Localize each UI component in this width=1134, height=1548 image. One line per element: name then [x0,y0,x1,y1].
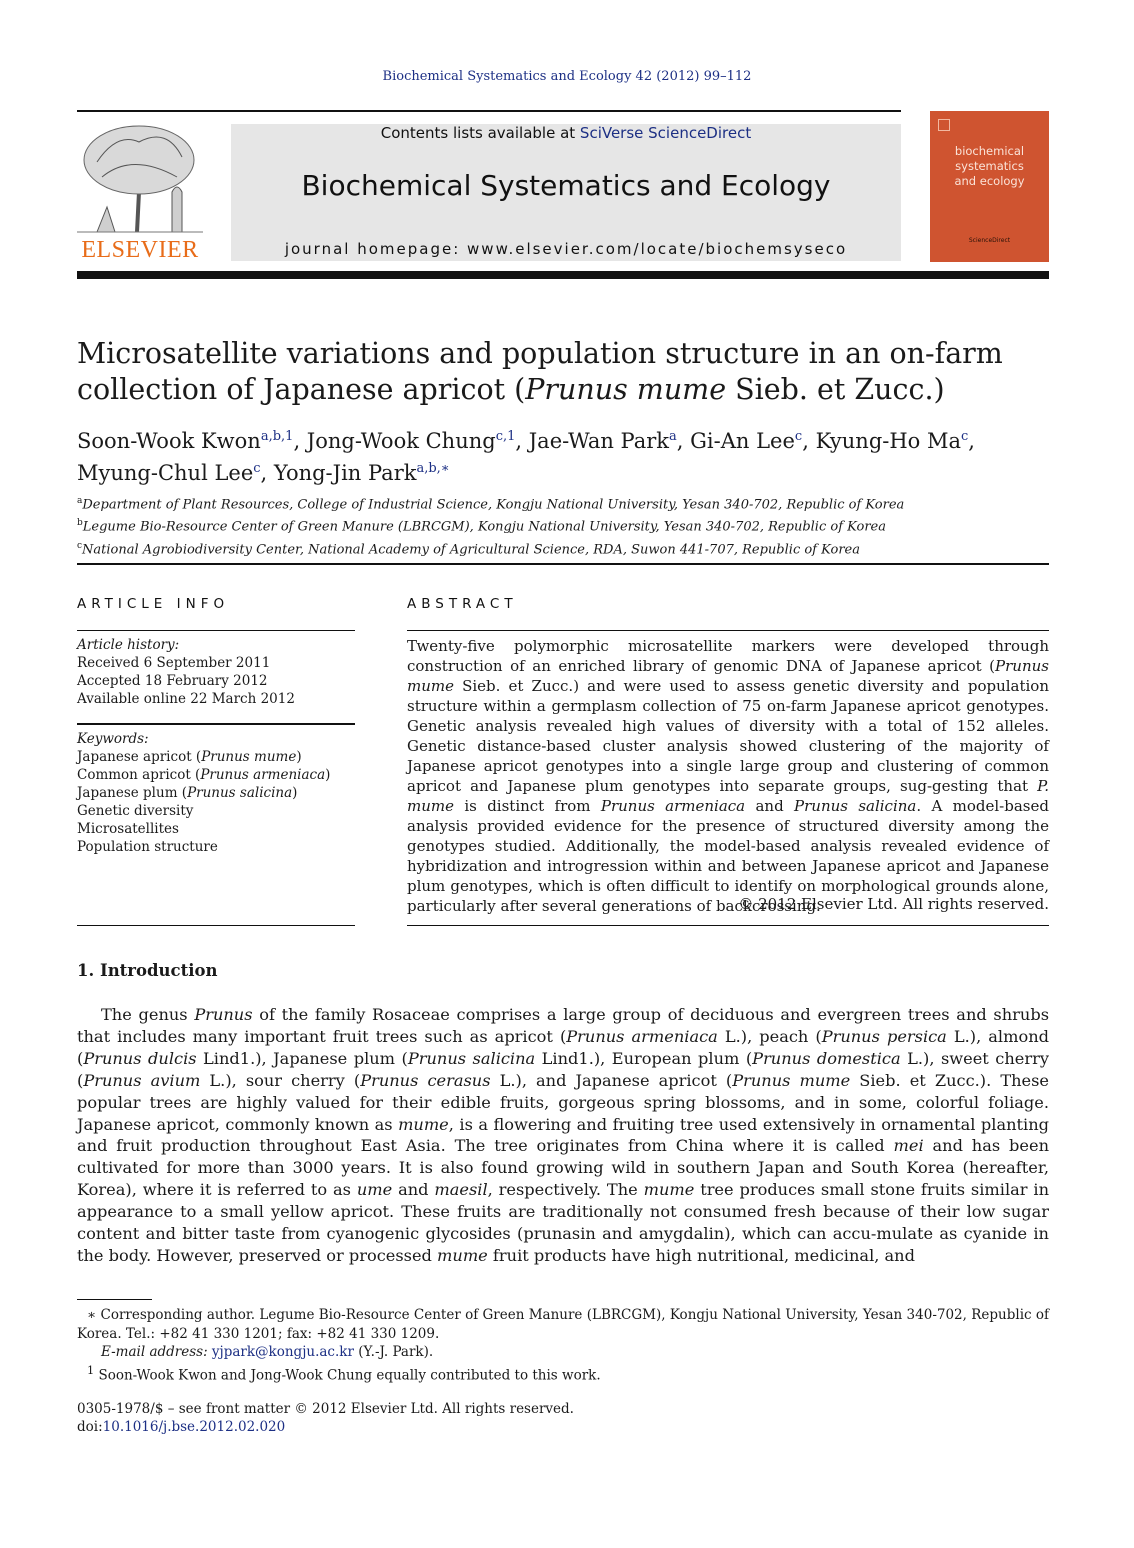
keyword-text: ) [296,749,302,765]
intro-term: mume [398,1114,449,1134]
publisher-wordmark: ELSEVIER [81,237,199,263]
title-text: collection of Japanese apricot ( [77,373,526,406]
cover-title-line: biochemical [954,144,1025,158]
intro-text: Lind1.), European plum ( [535,1048,753,1068]
cover-badge-icon [938,119,950,131]
keyword-text: Japanese apricot ( [77,749,202,765]
abstract-species: Prunus salicina [794,797,917,815]
affiliation-text: National Agrobiodiversity Center, National Academy of Agricultural Science, RDA, Suwon 441-707, Republic of Korea [82,541,860,557]
intro-text: Sieb. et Zucc.). These popular trees are highly valued for their edible fruits, gorgeous spring blossoms, and in some, colorful foliage. Japanese apricot, commonly known as [77,1070,1050,1134]
affiliation-text: Legume Bio-Resource Center of Green Manure (LBRCGM), Kongju National University, Yesan 340-702, Republic of Korea [82,519,886,535]
title-line-1: Microsatellite variations and population structure in an on-farm [77,337,1003,370]
keyword: Genetic diversity [77,803,194,819]
contents-prefix: Contents lists available at [380,124,580,142]
intro-term: Prunus dulcis [83,1048,197,1068]
affiliation [77,537,1049,559]
abstract-text: Twenty-five polymorphic microsatellite markers were developed through construction of an enriched library of genomic DNA of Japanese apricot ( [407,637,1049,675]
header-thick-rule [77,271,1049,279]
author-affil-link[interactable]: c [253,461,261,476]
intro-term: Prunus armeniaca [566,1026,718,1046]
keyword-list [77,730,355,856]
doi-line [77,1418,677,1436]
accepted-date: Accepted 18 February 2012 [77,673,268,689]
intro-text: of the family Rosaceae comprises a large group of deciduous and evergreen trees and shrubs that includes many important fruit trees such as apricot ( [77,1005,1049,1046]
footnote-text: Soon-Wook Kwon and Jong-Wook Chung equally contributed to this work. [94,1367,601,1383]
abstract-text: . A model-based analysis provided evidence for the presence of structured diversity among the genotypes studied. Additionally, the model-based analysis revealed evidence of hybridization and introgression within and between Japanese apricot and Japanese plum genotypes, which is often difficult to identify on morphological grounds alone, particularly after several generations of backcrossing. [407,797,1049,915]
email-label: E-mail address: [101,1344,212,1360]
author-name: Myung-Chul Lee [77,461,254,485]
keyword: Population structure [77,839,218,855]
intro-text: L.), sour cherry ( [200,1070,361,1090]
introduction-heading: 1. Introduction [77,961,218,980]
footnote-mark: 1 [87,1363,95,1377]
affiliation-mark: a [77,496,83,506]
contents-line [231,124,901,142]
keyword-text: ) [292,785,298,801]
author-name: Soon-Wook Kwon [77,429,261,453]
keyword-text: Japanese plum ( [77,785,188,801]
intro-text: Lind1.), Japanese plum ( [196,1048,408,1068]
cover-title-line: and ecology [954,174,1025,188]
abstract-body [407,636,1049,916]
article-history [77,636,355,708]
author-line-1: Soon-Wook Kwon$^{a,b,1}$, Jong-Wook Chung$^{c,1}$, Jae-Wan Park$^a$, Gi-An Lee$^c$, Kyung-Ho Ma$^c$, [77,429,975,453]
intro-text: and has been cultivated for more than 3000 years. It is also found growing wild in southern Japan and South Korea (hereafter, Korea), where it is referred to as [77,1136,1049,1200]
title-species: Prunus mume [525,373,727,406]
intro-text: and [392,1180,435,1200]
intro-term: Prunus cerasus [360,1070,491,1090]
corresponding-author-note [77,1306,1049,1343]
online-date: Available online 22 March 2012 [77,691,295,707]
author-affil-link[interactable]: c [961,429,969,444]
intro-text: , is a flowering and fruiting tree used extensively in ornamental planting and fruit production throughout East Asia. The tree originates from China where it is called [77,1114,1049,1156]
elsevier-logo[interactable] [77,122,203,264]
introduction-body [77,1004,1049,1267]
journal-citation[interactable]: Biochemical Systematics and Ecology 42 (2012) 99–112 [382,69,752,84]
intro-text: tree produces small stone fruits similar in appearance to a small yellow apricot. These fruits are traditionally not consumed fresh because of their low sugar content and bitter taste from cyanogenic glycosides (prunasin and amygdalin), which can accu-mulate as cyanide in the body. However, preserved or processed [77,1180,1049,1265]
intro-term: mume [437,1245,488,1265]
affiliation [77,492,1049,514]
abstract-copyright: © 2012 Elsevier Ltd. All rights reserved. [738,895,1049,913]
author-name: Jong-Wook Chung [306,429,496,453]
email-link[interactable]: yjpark@kongju.ac.kr [211,1344,354,1360]
title-line-2 [77,372,1049,408]
cover-footer: ScienceDirect [968,237,1011,244]
intro-term: mume [643,1180,695,1200]
info-rule [77,723,355,725]
author-affil-link[interactable]: a [669,429,677,444]
title-text: Sieb. et Zucc.) [726,373,945,406]
journal-title: Biochemical Systematics and Ecology [301,169,831,202]
author-name: Gi-An Lee [690,429,795,453]
abstract-text: is distinct from [454,797,601,815]
intro-text: L.), sweet cherry ( [77,1048,1049,1090]
intro-term: Prunus avium [83,1070,201,1090]
journal-cover-thumbnail[interactable] [930,111,1049,262]
intro-paragraph [77,1004,1049,1267]
equal-contribution-note [77,1362,1049,1385]
received-date: Received 6 September 2011 [77,655,271,671]
journal-banner [231,124,901,261]
keyword-species: Prunus armeniaca [200,767,326,783]
affiliation-list [77,492,1049,559]
section-divider [77,563,1049,565]
footnote-mark: ∗ [87,1307,97,1323]
keyword [77,766,355,784]
author-name: Jae-Wan Park [528,429,670,453]
abstract-species: Prunus mume [407,657,1049,695]
sciencedirect-link[interactable]: SciVerse ScienceDirect [579,124,752,142]
intro-term: ume [356,1180,393,1200]
intro-text: The genus [101,1005,195,1024]
intro-term: maesil [434,1180,488,1200]
intro-text: L.), almond ( [77,1026,1049,1068]
affiliation-mark: b [77,518,83,529]
cover-title-line: systematics [955,159,1024,173]
author-affil-link[interactable]: c [794,429,803,444]
intro-term: Prunus domestica [752,1048,901,1068]
footnote-rule [77,1299,152,1300]
info-rule [77,630,355,631]
issn-line: 0305-1978/$ – see front matter © 2012 Elsevier Ltd. All rights reserved. [77,1401,574,1417]
abstract-text: and [745,797,795,815]
keyword-species: Prunus salicina [187,785,293,801]
keywords-label: Keywords: [77,731,149,747]
intro-text: fruit products have high nutritional, medicinal, and [487,1245,915,1265]
email-note [77,1343,1049,1362]
abstract-rule [407,630,1049,631]
article-info-heading: ARTICLE INFO [77,596,230,612]
affiliation-mark: c [77,540,83,551]
footnote-text: Corresponding author. Legume Bio-Resource Center of Green Manure (LBRCGM), Kongju National University, Yesan 340-702, Republic of Korea. Tel.: +82 41 330 1201; fax: +82 41 330 1209. [77,1307,1049,1342]
cover-title [930,144,1049,189]
keyword: Microsatellites [77,821,179,837]
affiliation [77,514,1049,536]
abstract-rule [407,925,1049,926]
affiliation-text: Department of Plant Resources, College of Industrial Science, Kongju National University, Yesan 340-702, Republic of Korea [82,497,905,513]
keyword [77,784,355,802]
journal-homepage[interactable]: journal homepage: www.elsevier.com/locate/biochemsyseco [284,240,848,258]
keyword-text: ) [325,767,331,783]
author-name: Kyung-Ho Ma [815,429,962,453]
email-owner: (Y.-J. Park). [353,1344,434,1360]
intro-term: Prunus persica [821,1026,947,1046]
keyword [77,748,355,766]
intro-text: , respectively. The [487,1180,644,1200]
intro-term: Prunus [194,1005,253,1024]
author-line-2: Myung-Chul Lee$^c$, Yong-Jin Park$^{a,b,∗}$ [77,461,450,485]
info-rule [77,925,355,926]
keyword-species: Prunus mume [201,749,297,765]
front-matter [77,1400,677,1436]
history-label: Article history: [77,637,180,653]
intro-term: Prunus salicina [407,1048,536,1068]
abstract-text: Sieb. et Zucc.) and were used to assess genetic diversity and population structure within a germplasm collection of 75 on-farm Japanese apricot genotypes. Genetic analysis revealed high values of diversity with a total of 152 alleles. Genetic distance-based cluster analysis showed clustering of the majority of Japanese apricot genotypes into a single large group and clustering of common apricot and Japanese plum genotypes into separate groups, sug-gesting that [407,677,1049,795]
intro-text: L.), and Japanese apricot ( [490,1070,733,1090]
keyword-text: Common apricot ( [77,767,201,783]
footnotes [77,1306,1049,1385]
abstract-heading: ABSTRACT [407,596,518,612]
author-affil-link[interactable]: a,b,1 [260,429,294,444]
author-list [77,423,1049,487]
intro-term: Prunus mume [732,1070,851,1090]
doi-link[interactable]: 10.1016/j.bse.2012.02.020 [102,1419,286,1435]
intro-term: mei [893,1136,924,1156]
abstract-paragraph [407,636,1049,916]
article-title [77,336,1049,408]
abstract-species: P. mume [407,777,1049,815]
abstract-species: Prunus armeniaca [600,797,746,815]
header-rule [77,110,901,112]
author-name: Yong-Jin Park [273,461,417,485]
doi-label: doi: [77,1419,103,1435]
author-affil-link[interactable]: c,1 [495,429,516,444]
elsevier-tree-icon [77,122,203,234]
intro-text: L.), peach ( [717,1026,822,1046]
author-affil-link[interactable]: a,b,∗ [416,461,450,476]
